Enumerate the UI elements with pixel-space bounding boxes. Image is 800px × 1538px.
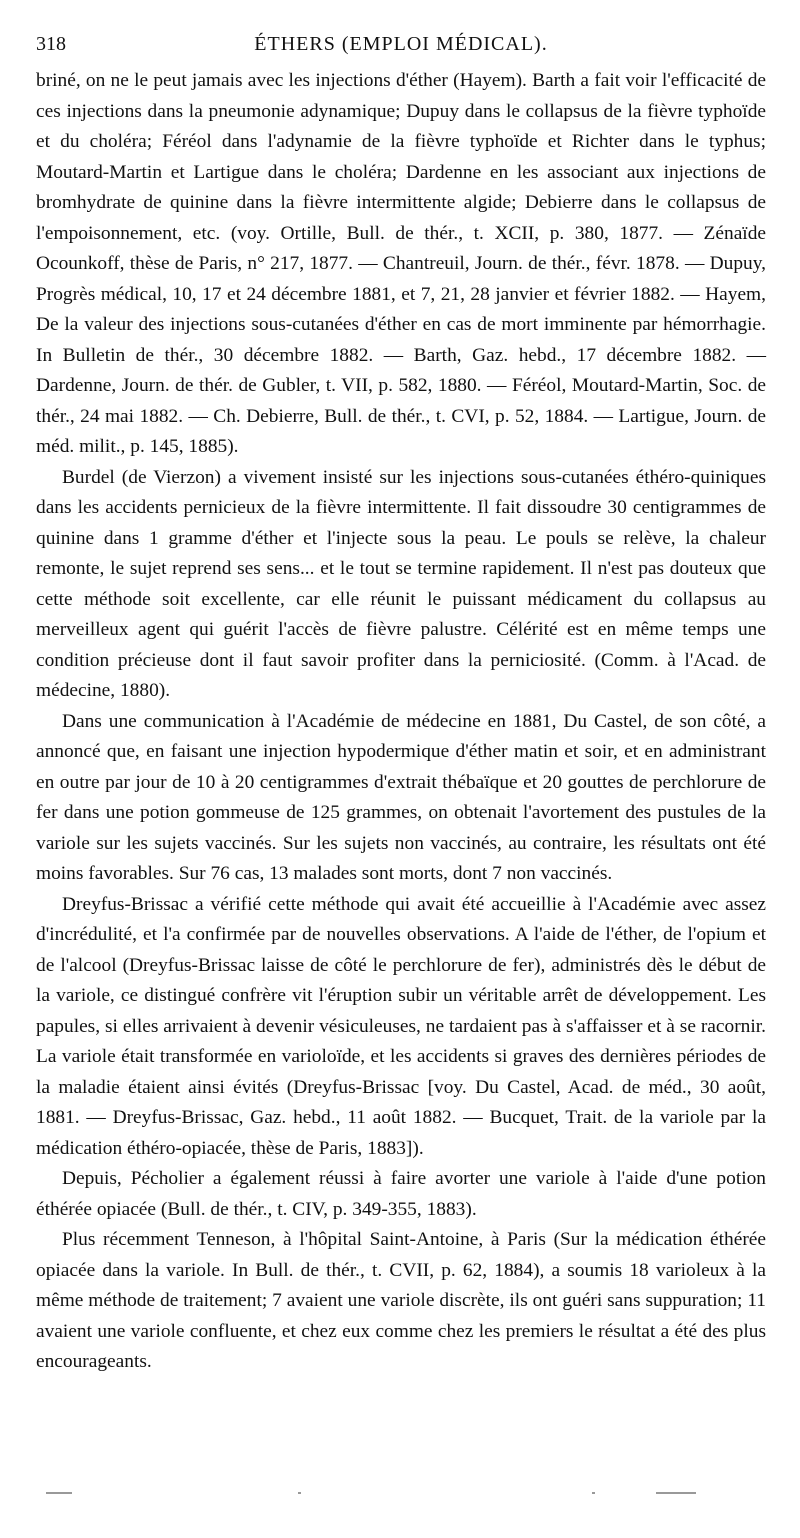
page — [36, 32, 766, 1378]
footer-printing-marks — [36, 1492, 766, 1502]
print-mark — [298, 1492, 301, 1494]
body-text — [36, 66, 766, 1378]
paragraph: Dreyfus-Brissac a vérifié cette méthode qui avait été accueillie à l'Académie avec assez d'incrédulité, et l'a confirmée par de nouvelles observations. A l'aide de l'éther, de l'opium et de l'alcool (Dreyfus-Brissac laisse de côté le perchlorure de fer), administrés dès le début de la variole, ce distingué confrère vit l'éruption subir un véritable arrêt de développement. Les papules, si elles arrivaient à devenir vésiculeuses, ne tardaient pas à s'affaisser et à se racornir. La variole était transformée en varioloïde, et les accidents si graves des dernières périodes de la maladie étaient ainsi évités (Dreyfus-Brissac [voy. Du Castel, Acad. de méd., 30 août, 1881. — Dreyfus-Brissac, Gaz. hebd., 11 août 1882. — Bucquet, Trait. de la variole par la médication éthéro-opiacée, thèse de Paris, 1883]). — [36, 893, 766, 1159]
print-mark — [46, 1492, 72, 1494]
page-number: 318 — [36, 33, 66, 55]
print-mark — [656, 1492, 696, 1494]
paragraph: briné, on ne le peut jamais avec les injections d'éther (Hayem). Barth a fait voir l'efficacité de ces injections dans la pneumonie adynamique; Dupuy dans le collapsus de la fièvre typhoïde et du choléra; Féréol dans l'adynamie de la fièvre typhoïde et Richter dans le typhus; Moutard-Martin et Lartigue dans le choléra; Dardenne en les associant aux injections de bromhydrate de quinine dans la fièvre intermittente algide; Debierre dans le collapsus de l'empoisonnement, etc. (voy. Ortille, Bull. de thér., t. XCII, p. 380, 1877. — Zénaïde Ocounkoff, thèse de Paris, n° 217, 1877. — Chantreuil, Journ. de thér., févr. 1878. — Dupuy, Progrès médical, 10, 17 et 24 décembre 1881, et 7, 21, 28 janvier et février 1882. — Hayem, De la valeur des injections sous-cutanées d'éther en cas de mort imminente par hémorrhagie. In Bulletin de thér., 30 décembre 1882. — Barth, Gaz. hebd., 17 décembre 1882. — Dardenne, Journ. de thér. de Gubler, t. VII, p. 582, 1880. — Féréol, Moutard-Martin, Soc. de thér., 24 mai 1882. — Ch. Debierre, Bull. de thér., t. CVI, p. 52, 1884. — Lartigue, Journ. de méd. milit., p. 145, 1885). — [36, 70, 766, 457]
paragraph: Burdel (de Vierzon) a vivement insisté sur les injections sous-cutanées éthéro-quiniques dans les accidents pernicieux de la fièvre intermittente. Il fait dissoudre 30 centigrammes de quinine dans 1 gramme d'éther et l'injecte sous la peau. Le pouls se relève, la chaleur remonte, le sujet reprend ses sens... et le tout se termine rapidement. Il n'est pas douteux que cette méthode soit excellente, car elle réunit le puissant médicament du collapsus au merveilleux agent qui guérit l'accès de fièvre palustre. Célérité est en même temps une condition précieuse dont il faut savoir profiter dans la perniciosité. (Comm. à l'Acad. de médecine, 1880). — [36, 466, 766, 701]
paragraph: Dans une communication à l'Académie de médecine en 1881, Du Castel, de son côté, a annoncé que, en faisant une injection hypodermique d'éther matin et soir, et en administrant en outre par jour de 10 à 20 centigrammes d'extrait thébaïque et 20 gouttes de perchlorure de fer dans une potion gommeuse de 125 grammes, on obtenait l'avortement des pustules de la variole sur les sujets vaccinés. Sur les sujets non vaccinés, au contraire, les résultats ont été moins favorables. Sur 76 cas, 13 malades sont morts, dont 7 non vaccinés. — [36, 710, 766, 884]
running-head: ÉTHERS (EMPLOI MÉDICAL). — [254, 33, 548, 55]
print-mark — [592, 1492, 595, 1494]
page-header — [36, 32, 766, 62]
paragraph: Plus récemment Tenneson, à l'hôpital Saint-Antoine, à Paris (Sur la médication éthérée opiacée dans la variole. In Bull. de thér., t. CVII, p. 62, 1884), a soumis 18 varioleux à la même méthode de traitement; 7 avaient une variole discrète, ils ont guéri sans suppuration; 11 avaient une variole confluente, et chez eux comme chez les premiers le résultat a été des plus encourageants. — [36, 1229, 766, 1372]
paragraph: Depuis, Pécholier a également réussi à faire avorter une variole à l'aide d'une potion éthérée opiacée (Bull. de thér., t. CIV, p. 349-355, 1883). — [36, 1168, 766, 1220]
